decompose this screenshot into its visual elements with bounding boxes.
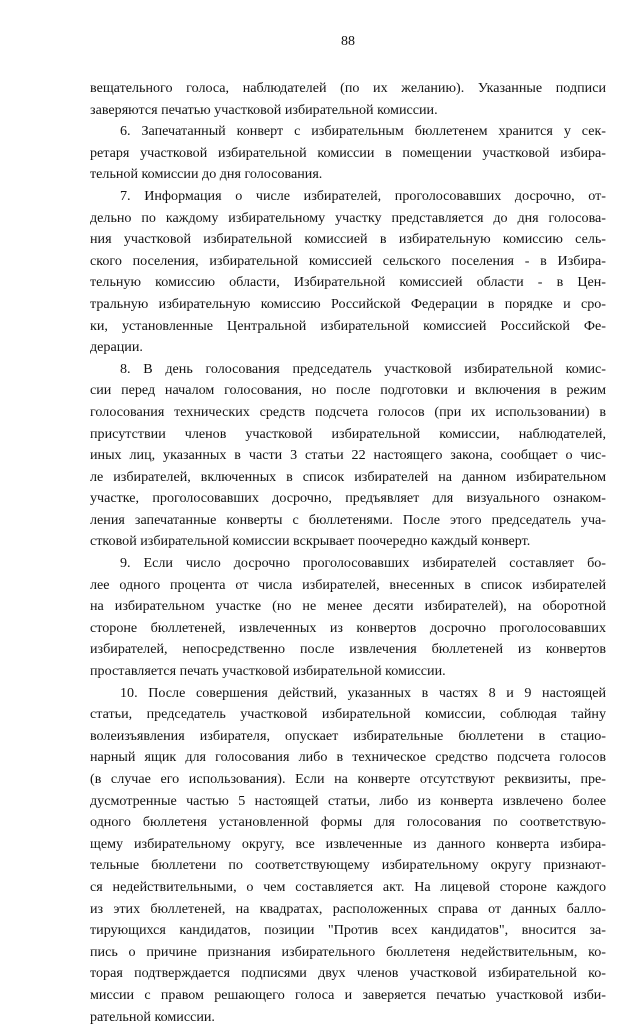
text-line: из этих бюллетеней, на квадратах, расположенных справа от данных балло-	[90, 900, 606, 917]
text-line: тирующихся кандидатов, позиции "Против всех кандидатов", вносится за-	[90, 922, 606, 939]
page-number: 88	[341, 34, 355, 49]
text-line: статьи, председатель участковой избирательной комиссии, соблюдая тайну	[90, 706, 606, 723]
text-line: ретаря участковой избирательной комиссии в помещении участковой избира-	[90, 144, 606, 161]
text-line: одного бюллетеня установленной формы для голосования по соответствую-	[90, 814, 606, 831]
text-line: присутствии членов участковой избирательной комиссии, наблюдателей,	[90, 425, 606, 442]
text-line: рательной комиссии.	[90, 1008, 215, 1025]
text-line: дусмотренные частью 5 настоящей статьи, либо из конверта извлечено более	[90, 792, 606, 809]
text-line: ле избирателей, включенных в список избирателей на данном избирательном	[90, 468, 606, 485]
text-line: лее одного процента от числа избирателей, внесенных в список избирателей	[90, 576, 606, 593]
text-line: стороне бюллетеней, извлеченных из конвертов досрочно проголосовавших	[90, 619, 606, 636]
text-line: тральную избирательную комиссию Российской Федерации в порядке и сро-	[90, 295, 606, 312]
text-line: волеизъявления избирателя, опускает избирательные бюллетени в стацио-	[90, 727, 606, 744]
text-line: 8. В день голосования председатель участковой избирательной комис-	[120, 360, 606, 377]
text-line: избирателей, непосредственно после извлечения бюллетеней из конвертов	[90, 641, 606, 658]
text-line: миссии с правом решающего голоса и заверяется печатью участковой изби-	[90, 986, 606, 1003]
text-line: стковой избирательной комиссии вскрывает поочередно каждый конверт.	[90, 533, 531, 550]
text-line: на избирательном участке (но не менее десяти избирателей), на оборотной	[90, 598, 606, 615]
text-line: голосования технических средств подсчета голосов (при их использовании) в	[90, 403, 606, 420]
text-line: пись о причине признания избирательного бюллетеня недействительным, ко-	[90, 943, 606, 960]
text-line: щему избирательному округу, все извлеченные из данного конверта избира-	[90, 835, 606, 852]
text-line: дельно по каждому избирательному участку представляется до дня голосова-	[90, 209, 606, 226]
text-line: дерации.	[90, 339, 143, 356]
text-line: участке, проголосовавших досрочно, предъявляет для визуального ознаком-	[90, 490, 606, 507]
text-line: тельной комиссии до дня голосования.	[90, 166, 323, 183]
text-line: (в случае его использования). Если на конверте отсутствуют реквизиты, пре-	[90, 771, 606, 787]
text-line: тельную комиссию области, Избирательной комиссией области - в Цен-	[90, 274, 606, 291]
text-line: ки, установленные Центральной избирательной комиссией Российской Фе-	[90, 317, 606, 334]
text-line: ления запечатанные конверты с бюллетенями. После этого председатель уча-	[90, 511, 606, 528]
text-line: сии перед началом голосования, но после подготовки и включения в режим	[90, 382, 606, 399]
text-line: 6. Запечатанный конверт с избирательным бюллетенем хранится у сек-	[120, 123, 606, 140]
text-line: иных лиц, указанных в части 3 статьи 22 настоящего закона, сообщает о чис-	[90, 447, 606, 464]
text-line: проставляется печать участковой избирательной комиссии.	[90, 663, 446, 680]
text-line: торая подтверждается подписями двух членов участковой избирательной ко-	[90, 965, 606, 982]
text-line: 10. После совершения действий, указанных в частях 8 и 9 настоящей	[120, 684, 606, 701]
text-line: тельные бюллетени по соответствующему избирательному округу признают-	[90, 857, 606, 874]
text-line: ния участковой избирательной комиссией в избирательную комиссию сель-	[90, 231, 606, 248]
text-line: ского поселения, избирательной комиссией сельского поселения - в Избира-	[90, 252, 606, 269]
text-line: ся недействительными, о чем составляется акт. На лицевой стороне каждого	[90, 878, 606, 895]
text-line: вещательного голоса, наблюдателей (по их желанию). Указанные подписи	[90, 80, 606, 96]
document-body-text	[90, 78, 606, 1028]
text-line: нарный ящик для голосования либо в техническое средство подсчета голосов	[90, 749, 606, 766]
text-line: 9. Если число досрочно проголосовавших избирателей составляет бо-	[120, 555, 606, 572]
text-line: заверяются печатью участковой избирательной комиссии.	[90, 101, 438, 118]
text-line: 7. Информация о числе избирателей, проголосовавших досрочно, от-	[120, 187, 606, 204]
